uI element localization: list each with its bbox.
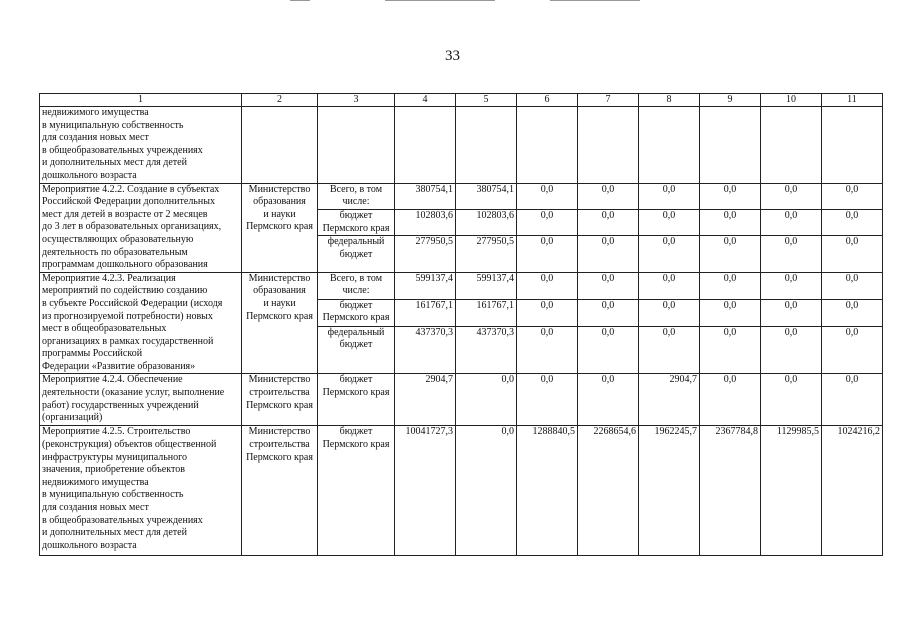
cell-line: Пермского края — [322, 387, 390, 399]
amount-cell: 0,0 — [578, 299, 639, 326]
column-header: 3 — [318, 94, 395, 107]
amount-cell: 0,0 — [761, 272, 822, 299]
cell-line: недвижимого имущества — [42, 107, 149, 118]
empty-cell — [578, 107, 639, 184]
amount-cell: 0,0 — [700, 209, 761, 235]
amount-cell: 0,0 — [822, 299, 883, 326]
empty-cell — [318, 107, 395, 184]
amount-cell: 0,0 — [761, 299, 822, 326]
amount-cell: 2268654,6 — [578, 426, 639, 556]
cell-line: осуществляющих образовательную — [42, 233, 194, 245]
amount-cell: 380754,1 — [456, 183, 517, 209]
cell-line: для создания новых мест — [42, 132, 149, 144]
cell-line: Министерство — [248, 272, 311, 284]
amount-cell: 0,0 — [822, 236, 883, 272]
amount-cell: 437370,3 — [456, 326, 517, 374]
table-row — [40, 272, 883, 299]
amount-cell: 0,0 — [761, 236, 822, 272]
cell-line: деятельности (оказание услуг, выполнение — [42, 387, 225, 399]
amount-cell: 0,0 — [700, 236, 761, 272]
amount-cell: 0,0 — [822, 374, 883, 426]
cell-line: федеральный — [327, 326, 385, 338]
column-header: 4 — [395, 94, 456, 107]
activity-description — [40, 107, 242, 184]
amount-cell: 2904,7 — [395, 374, 456, 426]
amount-cell: 1129985,5 — [761, 426, 822, 556]
amount-cell: 599137,4 — [395, 272, 456, 299]
empty-cell — [395, 107, 456, 184]
amount-cell: 277950,5 — [395, 236, 456, 272]
amount-cell: 2367784,8 — [700, 426, 761, 556]
empty-cell — [639, 107, 700, 184]
cell-line: программам дошкольного образования — [42, 259, 208, 271]
amount-cell: 0,0 — [578, 374, 639, 426]
amount-cell: 0,0 — [517, 272, 578, 299]
funding-source — [318, 272, 395, 299]
amount-cell: 0,0 — [517, 374, 578, 426]
responsible-executor — [242, 183, 318, 272]
cell-line: и дополнительных мест для детей — [42, 157, 187, 169]
cell-line: и дополнительных мест для детей — [42, 527, 187, 539]
cell-line: Всего, в том — [329, 272, 383, 284]
header-row — [40, 94, 883, 107]
amount-cell: 0,0 — [456, 374, 517, 426]
amount-cell: 277950,5 — [456, 236, 517, 272]
page-number: 33 — [445, 48, 460, 64]
funding-source — [318, 299, 395, 326]
funding-source — [318, 326, 395, 374]
amount-cell: 2904,7 — [639, 374, 700, 426]
amount-cell: 0,0 — [761, 374, 822, 426]
amount-cell: 0,0 — [578, 236, 639, 272]
amount-cell: 0,0 — [578, 326, 639, 374]
amount-cell: 0,0 — [578, 209, 639, 235]
cell-line: мероприятий по содействию созданию — [42, 285, 208, 297]
column-header: 11 — [822, 94, 883, 107]
funding-source — [318, 374, 395, 426]
column-header: 6 — [517, 94, 578, 107]
cell-line: строительства — [249, 387, 310, 399]
amount-cell: 10041727,3 — [395, 426, 456, 556]
cell-line: и науки — [263, 208, 296, 220]
amount-cell: 0,0 — [639, 299, 700, 326]
cell-line: (реконструкция) объектов общественной — [42, 439, 217, 451]
activity-description — [40, 272, 242, 374]
empty-cell — [822, 107, 883, 184]
amount-cell: 0,0 — [761, 209, 822, 235]
amount-cell: 0,0 — [639, 183, 700, 209]
cell-line: Министерство — [248, 426, 311, 438]
cell-line: числе: — [342, 285, 370, 297]
amount-cell: 0,0 — [517, 236, 578, 272]
column-header: 9 — [700, 94, 761, 107]
funding-source — [318, 183, 395, 209]
cell-line: в субъекте Российской Федерации (исходя — [42, 297, 223, 309]
cell-line: в муниципальную собственность — [42, 119, 184, 131]
cell-line: бюджет — [339, 339, 373, 351]
amount-cell: 1288840,5 — [517, 426, 578, 556]
amount-cell: 0,0 — [578, 183, 639, 209]
amount-cell: 437370,3 — [395, 326, 456, 374]
cell-line: Мероприятие 4.2.3. Реализация — [42, 272, 176, 284]
amount-cell: 0,0 — [517, 183, 578, 209]
column-header: 10 — [761, 94, 822, 107]
amount-cell: 0,0 — [761, 326, 822, 374]
funding-source — [318, 236, 395, 272]
empty-cell — [700, 107, 761, 184]
cell-line: инфраструктуры муниципального — [42, 451, 187, 463]
empty-cell — [761, 107, 822, 184]
amount-cell: 0,0 — [517, 209, 578, 235]
empty-cell — [517, 107, 578, 184]
cell-line: дошкольного возраста — [42, 539, 137, 551]
amount-cell: 0,0 — [700, 272, 761, 299]
cell-line: бюджет — [339, 299, 373, 311]
amount-cell: 380754,1 — [395, 183, 456, 209]
cell-line: образования — [253, 285, 306, 297]
cell-line: Пермского края — [322, 222, 390, 234]
scan-edge-line-right — [550, 0, 640, 1]
cell-line: Российской Федерации дополнительных — [42, 196, 215, 208]
amount-cell: 1962245,7 — [639, 426, 700, 556]
amount-cell: 1024216,2 — [822, 426, 883, 556]
cell-line: образования — [253, 196, 306, 208]
empty-cell — [242, 107, 318, 184]
column-header: 5 — [456, 94, 517, 107]
table-row — [40, 183, 883, 209]
amount-cell: 0,0 — [639, 272, 700, 299]
cell-line: организациях в рамках государственной — [42, 335, 214, 347]
cell-line: мест в общеобразовательных — [42, 323, 167, 335]
funding-table — [39, 93, 883, 556]
scan-edge-line-mid — [385, 0, 495, 1]
cell-line: Министерство — [248, 183, 311, 195]
cell-line: бюджет — [339, 248, 373, 260]
cell-line: бюджет — [339, 426, 373, 438]
column-header: 7 — [578, 94, 639, 107]
amount-cell: 0,0 — [822, 209, 883, 235]
cell-line: Пермского края — [246, 451, 313, 463]
column-header: 1 — [40, 94, 242, 107]
table-row — [40, 374, 883, 426]
table-row — [40, 426, 883, 556]
cell-line: в муниципальную собственность — [42, 489, 184, 501]
responsible-executor — [242, 426, 318, 556]
cell-line: до 3 лет в образовательных организациях, — [42, 221, 222, 233]
cell-line: Пермского края — [322, 312, 390, 324]
amount-cell: 0,0 — [700, 326, 761, 374]
cell-line: Пермского края — [246, 221, 313, 233]
amount-cell: 0,0 — [822, 326, 883, 374]
amount-cell: 0,0 — [639, 209, 700, 235]
activity-description — [40, 183, 242, 272]
column-header: 8 — [639, 94, 700, 107]
cell-line: работ) государственных учреждений — [42, 399, 199, 411]
cell-line: Пермского края — [246, 310, 313, 322]
funding-source — [318, 426, 395, 556]
table-row — [40, 107, 883, 184]
responsible-executor — [242, 374, 318, 426]
cell-line: федеральный — [327, 236, 385, 248]
cell-line: в общеобразовательных учреждениях — [42, 514, 203, 526]
amount-cell: 0,0 — [700, 183, 761, 209]
cell-line: дошкольного возраста — [42, 169, 137, 181]
amount-cell: 0,0 — [578, 272, 639, 299]
amount-cell: 161767,1 — [395, 299, 456, 326]
amount-cell: 599137,4 — [456, 272, 517, 299]
cell-line: числе: — [342, 196, 370, 208]
scan-edge-line-left — [290, 0, 310, 1]
amount-cell: 0,0 — [700, 299, 761, 326]
funding-source — [318, 209, 395, 235]
cell-line: Федерации «Развитие образования» — [42, 360, 196, 372]
cell-line: деятельность по образовательным — [42, 246, 188, 258]
responsible-executor — [242, 272, 318, 374]
cell-line: мест для детей в возрасте от 2 месяцев — [42, 208, 208, 220]
cell-line: и науки — [263, 297, 296, 309]
cell-line: бюджет — [339, 374, 373, 386]
cell-line: строительства — [249, 439, 310, 451]
cell-line: Мероприятие 4.2.5. Строительство — [42, 426, 191, 438]
cell-line: для создания новых мест — [42, 502, 149, 514]
cell-line: Мероприятие 4.2.4. Обеспечение — [42, 374, 183, 386]
cell-line: Мероприятие 4.2.2. Создание в субъектах — [42, 183, 220, 195]
cell-line: Министерство — [248, 374, 311, 386]
cell-line: Пермского края — [322, 439, 390, 451]
activity-description — [40, 374, 242, 426]
empty-cell — [456, 107, 517, 184]
cell-line: Всего, в том — [329, 183, 383, 195]
cell-line: значения, приобретение объектов — [42, 464, 185, 476]
cell-line: (организаций) — [42, 412, 103, 424]
cell-line: программы Российской — [42, 348, 143, 360]
amount-cell: 102803,6 — [395, 209, 456, 235]
cell-line: Пермского края — [246, 399, 313, 411]
amount-cell: 0,0 — [639, 326, 700, 374]
amount-cell: 0,0 — [822, 183, 883, 209]
column-header: 2 — [242, 94, 318, 107]
cell-line: из прогнозируемой потребности) новых — [42, 310, 213, 322]
amount-cell: 0,0 — [517, 326, 578, 374]
cell-line: в общеобразовательных учреждениях — [42, 144, 203, 156]
amount-cell: 0,0 — [517, 299, 578, 326]
amount-cell: 0,0 — [700, 374, 761, 426]
cell-line: бюджет — [339, 209, 373, 221]
activity-description — [40, 426, 242, 556]
amount-cell: 0,0 — [761, 183, 822, 209]
amount-cell: 102803,6 — [456, 209, 517, 235]
amount-cell: 161767,1 — [456, 299, 517, 326]
amount-cell: 0,0 — [822, 272, 883, 299]
cell-line: недвижимого имущества — [42, 476, 149, 488]
amount-cell: 0,0 — [456, 426, 517, 556]
amount-cell: 0,0 — [639, 236, 700, 272]
